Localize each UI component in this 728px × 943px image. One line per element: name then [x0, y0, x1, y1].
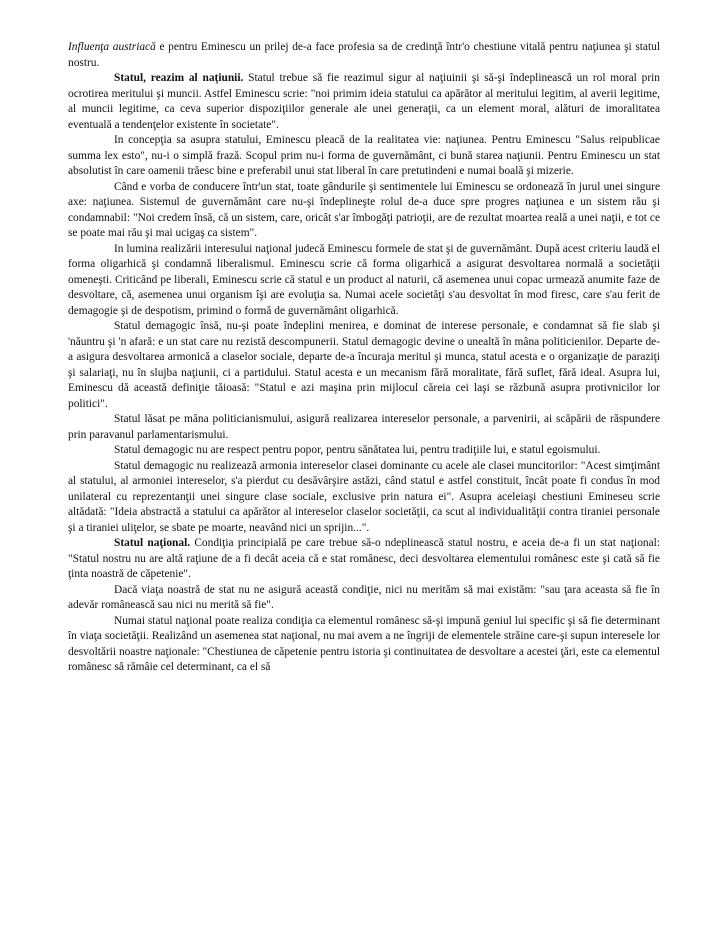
paragraph — [68, 536, 660, 583]
paragraph — [68, 71, 660, 133]
paragraph — [68, 614, 660, 676]
paragraph — [68, 583, 660, 614]
paragraph-lead: Statul naţional. — [114, 537, 191, 549]
paragraph-text: Statul demagogic nu are respect pentru popor, pentru sănătatea lui, pentru tradiţiile lui, e statul egoismului. — [114, 444, 601, 456]
paragraph-text: e pentru Eminescu un prilej de-a face profesia sa de credinţă într'o chestiune vitală pentru naţiunea şi statul nostru. — [68, 41, 660, 69]
paragraph — [68, 319, 660, 412]
paragraph — [68, 40, 660, 71]
paragraph-text: Numai statul naţional poate realiza condiţia ca elementul românesc să-şi impună geniul lui specific şi să fie determinant în viaţa societăţii. Realizând un asemenea stat naţional, nu mai avem a ne îngriji de elementele străine care-şi supun interesele lor desvoltării noastre naţionale: "Chestiunea de căpetenie pentru istoria şi continuitatea de desvoltare a acestei ţări, este ca elementul românesc să rămâie cel determinant, ca el să — [68, 614, 660, 673]
paragraph — [68, 412, 660, 443]
paragraph-text: Statul trebue să fie reazimul sigur al naţiuinii şi să-şi îndeplinească un rol moral prin ocrotirea meritului şi muncii. Astfel Eminescu scrie: "noi primim ideia statului ca apărător al meritului legitim, al averii legitime, al muncii legitime, ca ceva superior dispoziţiilor generale ale unei generaţii, ca un element moral, alături de imoralitatea eventuală a tendenţelor existente în societate". — [68, 72, 660, 131]
paragraph — [68, 242, 660, 320]
paragraph-text: In concepţia sa asupra statului, Eminescu pleacă de la realitatea vie: naţiunea. Pentru Eminescu "Salus reipublicae summa lex esto", nu-i o simplă frază. Scopul prim nu-i forma de guvernământ, ci bună starea naţiunii. Pentru Eminescu un stat absolutist în care oamenii trăesc bine e preferabil unui stat liberal în care pretutindeni e numai boală şi mizerie. — [68, 134, 660, 177]
paragraph — [68, 133, 660, 180]
paragraph-lead: Statul, reazim al naţiunii. — [114, 72, 244, 84]
paragraph — [68, 443, 660, 459]
paragraph-text: Statul demagogic nu realizează armonia intereselor clasei dominante cu acele ale clasei muncitorilor: "Acest simţimânt al statului, al armoniei intereselor, s'a pierdut cu desăvârşire astăzi, când statul e astfel constituit, încât poate fi condus în mod unilateral cu reprezentanţii unei singure clase sociale, exclusive prin natura ei". Asupra aceleiaşi chestiuni Emineseu scrie altădată: "Ideia abstractă a statului ca apărător al intereselor claselor societăţii, ca scut al individualităţii contra tiraniei personale şi a tiraniei uliţelor, se sbate pe moarte, neavând nici un sprijin...". — [68, 459, 660, 534]
paragraph — [68, 180, 660, 242]
paragraph-text: Dacă viaţa noastră de stat nu ne asigură această condiţie, nici nu merităm să mai existăm: "sau ţara aceasta să fie în adevăr românească sau nici nu merită să fie". — [68, 583, 660, 611]
paragraph — [68, 459, 660, 537]
paragraph-lead: Influenţa austriacă — [68, 41, 156, 53]
paragraph-text: Condiţia principială pe care trebue să-o ndeplinească statul nostru, e aceia de-a fi un stat naţional: "Statul nostru nu are altă raţiune de a fi decât aceia că e stat românesc, deci desvoltarea elementului românesc este şi cată să fie ţinta noastră de căpetenie". — [68, 537, 660, 580]
paragraph-text: Statul demagogic însă, nu-şi poate îndeplini menirea, e dominat de interese personale, e condamnat să fie slab şi 'năuntru şi 'n afară: e un stat care nu rezistă descompunerii. Statul demagogic devine o unealtă în mâna politicienilor. Departe de-a asigura desvoltarea armonică a claselor sociale, departe de-a încuraja meritul şi munca, statul acesta e o organizaţie de paraziţi şi salariaţi, nu în slujba naţiunii, ci a partidului. Statul acesta e un mecanism fără moralitate, fără suflet, fără ideal. Asupra lui, Eminescu dă această definiţie tăioasă: "Statul e azi maşina prin mijlocul căreia cei laşi se răzbună asupra protivnicilor lor politici". — [68, 320, 660, 410]
paragraph-text: Când e vorba de conducere într'un stat, toate gândurile şi sentimentele lui Eminescu se ordonează în jurul unei singure axe: naţiunea. Sistemul de guvernământ care nu-şi îndeplineşte rolul de-a duce spre progres naţiunea e un sistem rău şi condamnabil: "Noi credem însă, că un sistem, care, oricât s'ar îmbogăţi patrioţii, are de rezultat moartea reală a unei naţii, e tot ce se poate mai rău şi mai ucigaş ca sistem". — [68, 180, 660, 239]
paragraph-text: Statul lăsat pe mâna politicianismului, asigură realizarea intereselor personale, a parvenirii, ai scăpării de răspundere prin paravanul parlamentarismului. — [68, 413, 660, 441]
paragraph-text: In lumina realizării interesului naţional judecă Eminescu formele de stat şi de guvernământ. După acest criteriu laudă el forma oligarhică şi condamnă liberalismul. Eminescu scrie că forma oligarhică a asigurat desvoltarea normală a societăţii omeneşti. Criticând pe liberali, Eminescu scrie că statul e un product al naturii, că asemenea unui copac urmează anumite faze de desvoltare, că, asemenea unui organism îşi are evoluţia sa. Numai acele societăţi s'au desvoltat în mod firesc, care s'au ferit de demagogie şi de despotism, primind o formă de guvernământ oligarhică. — [68, 242, 660, 317]
